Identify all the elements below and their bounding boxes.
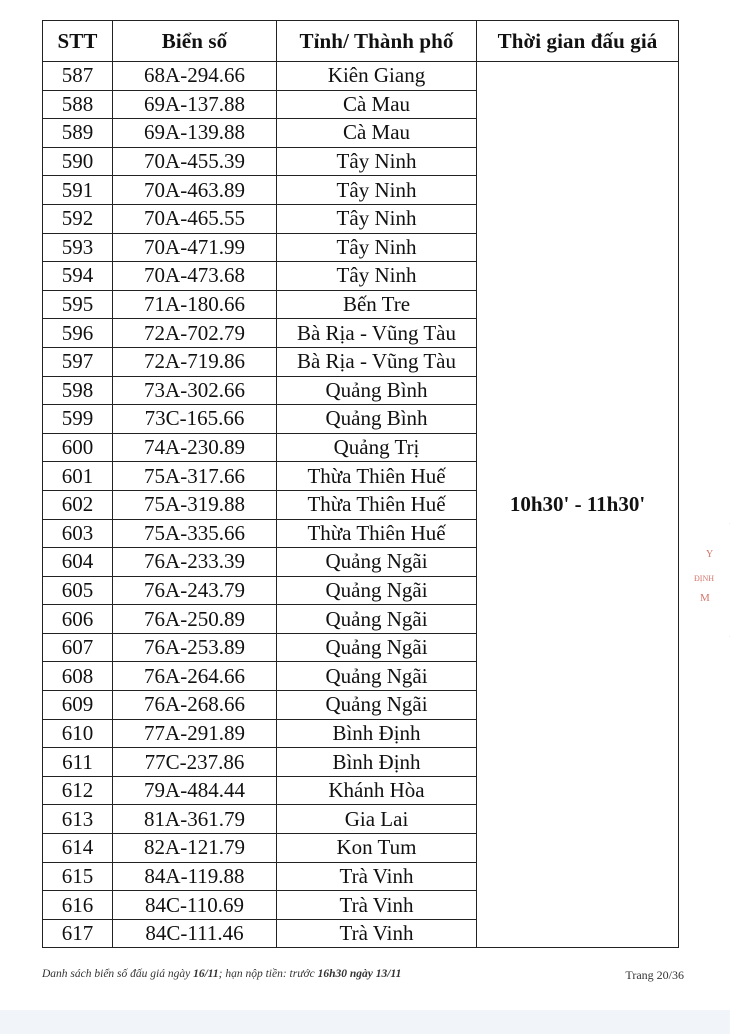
cell-stt: 604: [43, 548, 113, 577]
cell-plate: 76A-233.39: [113, 548, 277, 577]
cell-plate: 77A-291.89: [113, 719, 277, 748]
cell-stt: 587: [43, 62, 113, 91]
footer-note-middle: ; hạn nộp tiền: trước: [218, 968, 318, 980]
cell-plate: 70A-455.39: [113, 147, 277, 176]
auction-time-cell: 10h30' - 11h30': [477, 62, 679, 948]
cell-stt: 596: [43, 319, 113, 348]
cell-plate: 70A-471.99: [113, 233, 277, 262]
cell-province: Tây Ninh: [277, 147, 477, 176]
cell-province: Bà Rịa - Vũng Tàu: [277, 347, 477, 376]
cell-stt: 594: [43, 262, 113, 291]
cell-plate: 84A-119.88: [113, 862, 277, 891]
footer-deadline-date: ngày 13/11: [349, 968, 402, 980]
cell-stt: 609: [43, 691, 113, 720]
cell-province: Quảng Ngãi: [277, 548, 477, 577]
cell-plate: 76A-250.89: [113, 605, 277, 634]
cell-province: Thừa Thiên Huế: [277, 519, 477, 548]
cell-plate: 76A-268.66: [113, 691, 277, 720]
header-time: Thời gian đấu giá: [477, 21, 679, 62]
cell-plate: 70A-473.68: [113, 262, 277, 291]
cell-plate: 70A-465.55: [113, 204, 277, 233]
cell-stt: 601: [43, 462, 113, 491]
cell-plate: 75A-335.66: [113, 519, 277, 548]
cell-province: Cà Mau: [277, 119, 477, 148]
cell-province: Gia Lai: [277, 805, 477, 834]
cell-province: Trà Vinh: [277, 862, 477, 891]
stamp-text-3: M: [700, 592, 710, 604]
page-number: Trang 20/36: [625, 968, 684, 982]
cell-stt: 589: [43, 119, 113, 148]
cell-stt: 600: [43, 433, 113, 462]
cell-province: Bà Rịa - Vũng Tàu: [277, 319, 477, 348]
cell-province: Tây Ninh: [277, 233, 477, 262]
cell-province: Bến Tre: [277, 290, 477, 319]
cell-plate: 82A-121.79: [113, 834, 277, 863]
cell-stt: 598: [43, 376, 113, 405]
cell-stt: 602: [43, 490, 113, 519]
cell-stt: 616: [43, 891, 113, 920]
cell-stt: 608: [43, 662, 113, 691]
table-header-row: [43, 21, 679, 62]
cell-province: Quảng Ngãi: [277, 662, 477, 691]
cell-province: Quảng Ngãi: [277, 633, 477, 662]
cell-stt: 615: [43, 862, 113, 891]
cell-province: Trà Vinh: [277, 891, 477, 920]
cell-province: Cà Mau: [277, 90, 477, 119]
cell-plate: 84C-111.46: [113, 919, 277, 948]
cell-province: Quảng Ngãi: [277, 605, 477, 634]
cell-plate: 81A-361.79: [113, 805, 277, 834]
cell-province: Trà Vinh: [277, 919, 477, 948]
cell-province: Quảng Ngãi: [277, 691, 477, 720]
cell-stt: 591: [43, 176, 113, 205]
cell-stt: 607: [43, 633, 113, 662]
cell-province: Bình Định: [277, 719, 477, 748]
cell-province: Quảng Bình: [277, 376, 477, 405]
cell-stt: 590: [43, 147, 113, 176]
footer-deadline-time: 16h30: [317, 968, 348, 980]
cell-plate: 69A-139.88: [113, 119, 277, 148]
cell-plate: 76A-264.66: [113, 662, 277, 691]
cell-plate: 76A-253.89: [113, 633, 277, 662]
stamp-text-1: Y: [706, 549, 714, 560]
cell-province: Quảng Bình: [277, 405, 477, 434]
cell-plate: 71A-180.66: [113, 290, 277, 319]
cell-province: Tây Ninh: [277, 262, 477, 291]
stamp-text-2: ĐỊNH: [694, 574, 714, 583]
table-row: [43, 62, 679, 91]
cell-plate: 68A-294.66: [113, 62, 277, 91]
cell-stt: 614: [43, 834, 113, 863]
cell-stt: 597: [43, 347, 113, 376]
cell-stt: 603: [43, 519, 113, 548]
cell-province: Khánh Hòa: [277, 776, 477, 805]
footer-note: [42, 968, 401, 980]
cell-plate: 77C-237.86: [113, 748, 277, 777]
cell-stt: 592: [43, 204, 113, 233]
cell-province: Thừa Thiên Huế: [277, 462, 477, 491]
cell-plate: 84C-110.69: [113, 891, 277, 920]
footer-auction-date: 16/11: [193, 968, 219, 980]
cell-plate: 72A-702.79: [113, 319, 277, 348]
header-province: Tỉnh/ Thành phố: [277, 21, 477, 62]
cell-stt: 612: [43, 776, 113, 805]
cell-province: Thừa Thiên Huế: [277, 490, 477, 519]
cell-stt: 593: [43, 233, 113, 262]
header-plate: Biển số: [113, 21, 277, 62]
cell-plate: 72A-719.86: [113, 347, 277, 376]
footer-note-prefix: Danh sách biển số đấu giá ngày: [42, 968, 194, 980]
cell-plate: 75A-317.66: [113, 462, 277, 491]
cell-stt: 617: [43, 919, 113, 948]
cell-province: Kon Tum: [277, 834, 477, 863]
cell-province: Kiên Giang: [277, 62, 477, 91]
cell-plate: 73C-165.66: [113, 405, 277, 434]
red-seal-stamp: [690, 515, 730, 645]
auction-schedule-table: [42, 20, 679, 948]
cell-province: Tây Ninh: [277, 176, 477, 205]
cell-province: Quảng Trị: [277, 433, 477, 462]
header-stt: STT: [43, 21, 113, 62]
cell-plate: 73A-302.66: [113, 376, 277, 405]
cell-stt: 605: [43, 576, 113, 605]
cell-stt: 611: [43, 748, 113, 777]
cell-province: Tây Ninh: [277, 204, 477, 233]
cell-stt: 599: [43, 405, 113, 434]
cell-province: Quảng Ngãi: [277, 576, 477, 605]
bottom-scan-band: [0, 1010, 730, 1034]
cell-stt: 606: [43, 605, 113, 634]
cell-stt: 610: [43, 719, 113, 748]
cell-stt: 613: [43, 805, 113, 834]
cell-plate: 75A-319.88: [113, 490, 277, 519]
cell-plate: 79A-484.44: [113, 776, 277, 805]
cell-stt: 595: [43, 290, 113, 319]
cell-province: Bình Định: [277, 748, 477, 777]
cell-plate: 76A-243.79: [113, 576, 277, 605]
cell-plate: 70A-463.89: [113, 176, 277, 205]
cell-stt: 588: [43, 90, 113, 119]
cell-plate: 74A-230.89: [113, 433, 277, 462]
cell-plate: 69A-137.88: [113, 90, 277, 119]
